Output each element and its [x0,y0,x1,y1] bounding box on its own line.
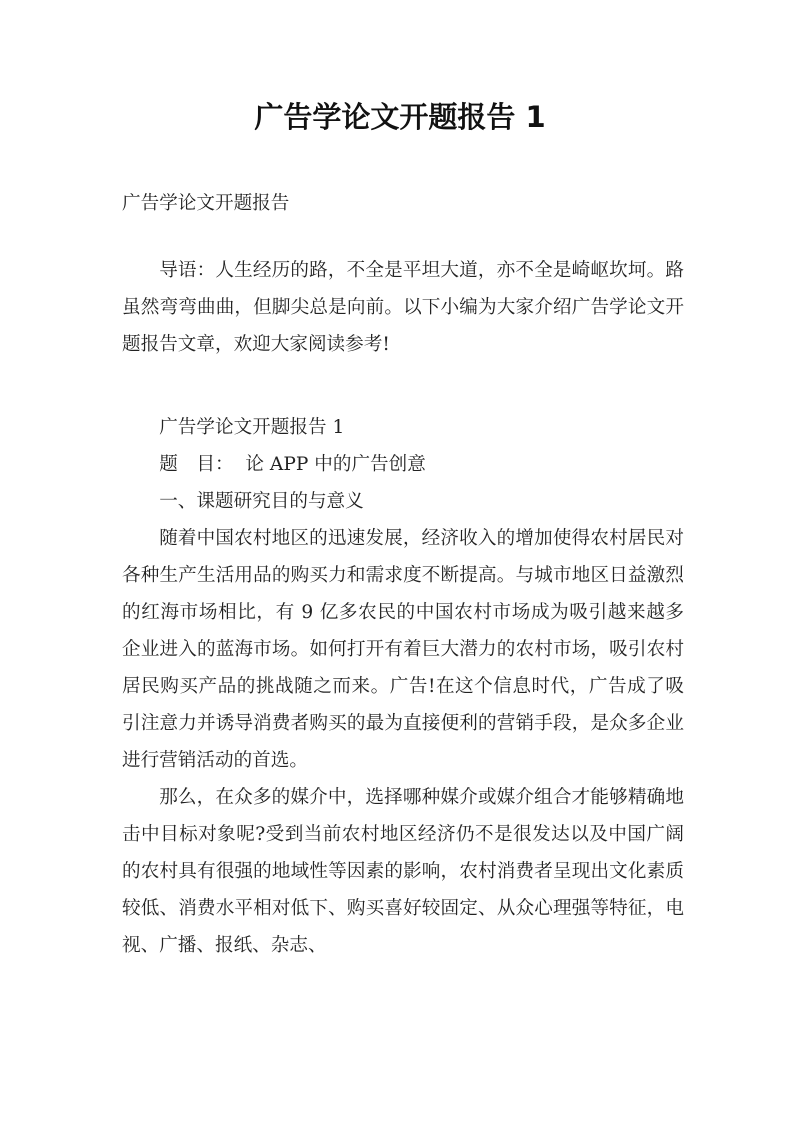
section-heading: 广告学论文开题报告 1 [159,417,345,438]
document-subtitle: 广告学论文开题报告 [122,193,290,214]
body-paragraph-1: 随着中国农村地区的迅速发展，经济收入的增加使得农村居民对各种生产生活用品的购买力和需求度不断提高。与城市地区日益激烈的红海市场相比，有 9 亿多农民的中国农村市场成为吸引越来越多企业进入的蓝海市场。如何打开有着巨大潜力的农村市场，吸引农村居民购买产品的挑战随之而来。广告!在这个信息时代，广告成了吸引注意力并诱导消费者购买的最为直接便利的营销手段，是众多企业进行营销活动的首选。 [122,528,684,771]
document-body [122,185,684,964]
topic-line [122,446,684,483]
body-paragraph-2: 那么，在众多的媒介中，选择哪种媒介或媒介组合才能够精确地击中目标对象呢?受到当前农村地区经济仍不是很发达以及中国广阔的农村具有很强的地域性等因素的影响，农村消费者呈现出文化素质较低、消费水平相对低下、购买喜好较固定、从众心理强等特征，电视、广播、报纸、杂志、 [122,787,684,956]
document-title: 广告学论文开题报告 1 [254,100,546,134]
intro-paragraph: 导语：人生经历的路，不全是平坦大道，亦不全是崎岖坎坷。路虽然弯弯曲曲，但脚尖总是向前。以下小编为大家介绍广告学论文开题报告文章，欢迎大家阅读参考! [122,260,684,355]
topic-label: 题 目： [159,454,234,475]
topic-value: 论 APP 中的广告创意 [245,454,426,475]
part-heading: 一、课题研究目的与意义 [159,491,364,512]
